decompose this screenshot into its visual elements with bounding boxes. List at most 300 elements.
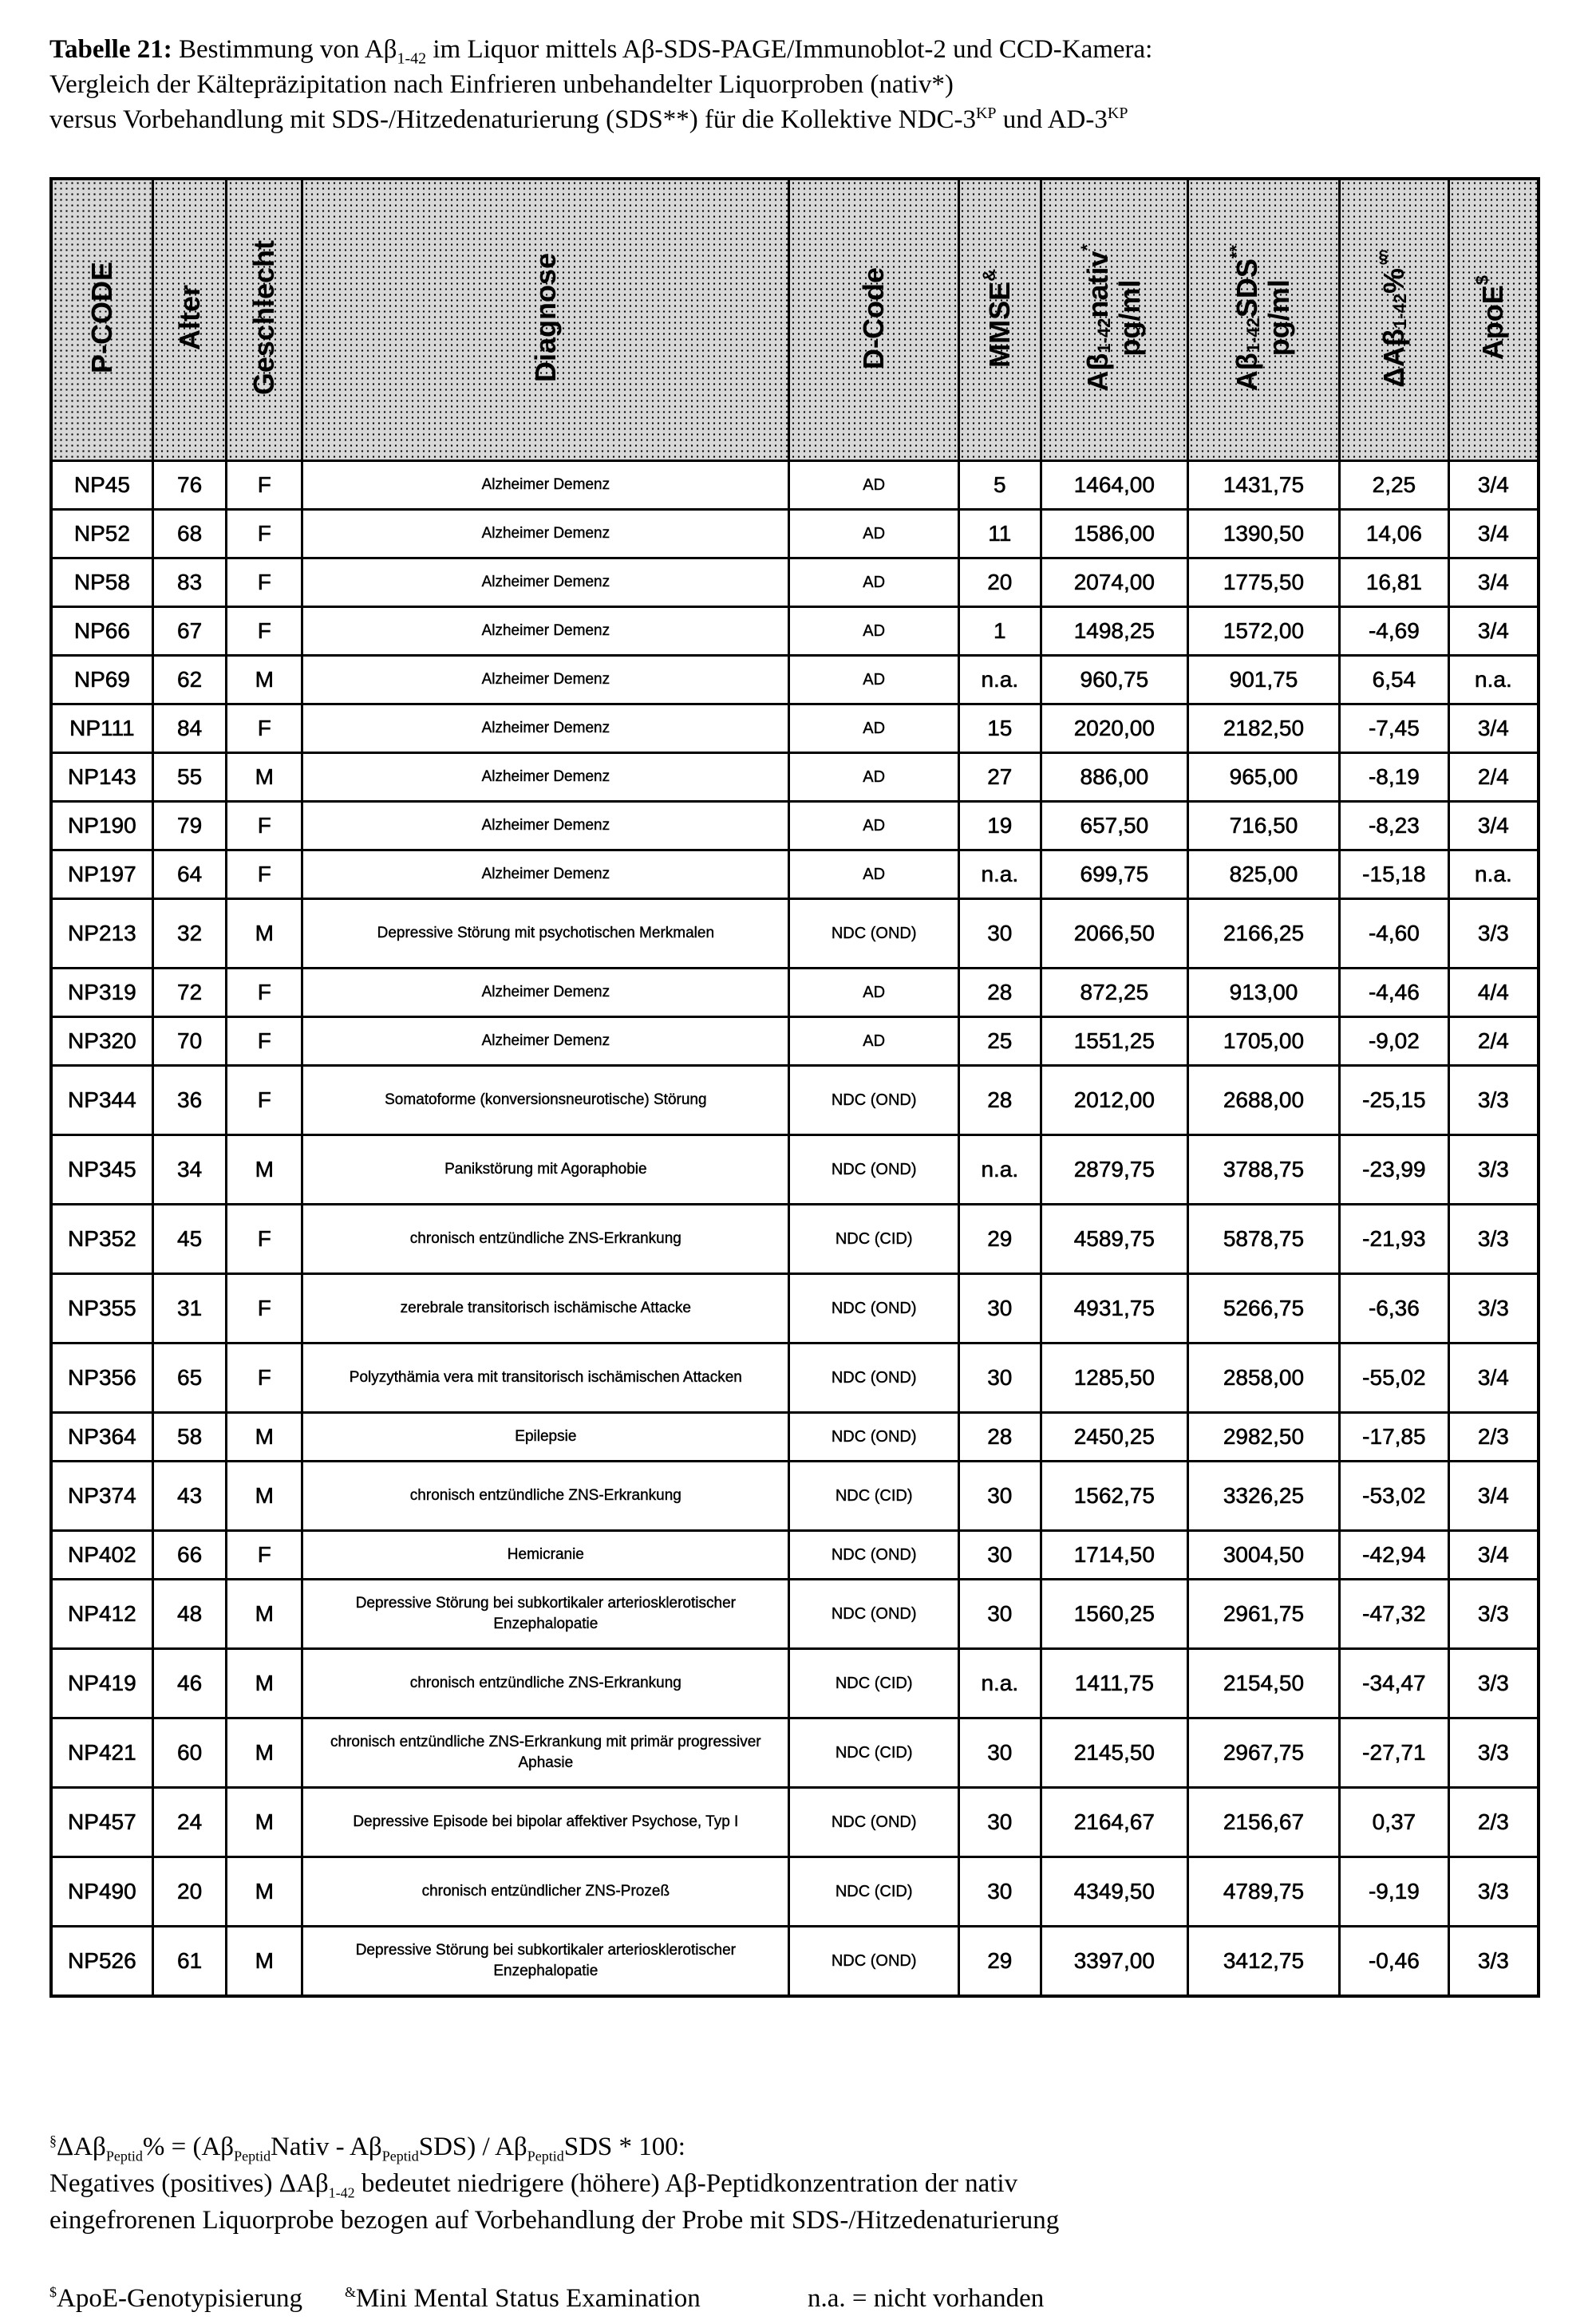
cell-diagnose: Alzheimer Demenz	[302, 802, 789, 850]
footnote-note-line-2: eingefrorenen Liquorprobe bezogen auf Vorbehandlung der Probe mit SDS-/Hitzedenaturierung	[49, 2206, 1060, 2235]
caption-line-3: versus Vorbehandlung mit SDS-/Hitzedenaturierung (SDS**) für die Kollektive NDC-$3^{KP}$ und $AD-3^{KP}$	[49, 105, 1128, 134]
cell-pcode: NP213	[51, 899, 152, 969]
cell-geschlecht: F	[227, 969, 302, 1017]
cell-geschlecht: F	[227, 850, 302, 899]
cell-alter: 68	[152, 510, 227, 558]
cell-alter: 64	[152, 850, 227, 899]
cell-geschlecht: F	[227, 704, 302, 753]
table-row	[51, 969, 1539, 1017]
cell-sds: 1431,75	[1187, 461, 1339, 510]
cell-nativ: 2145,50	[1041, 1718, 1187, 1788]
cell-sds: 3326,25	[1187, 1462, 1339, 1531]
cell-alter: 32	[152, 899, 227, 969]
cell-dcode: AD	[789, 969, 958, 1017]
cell-mmse: 20	[958, 558, 1041, 607]
cell-nativ: 2879,75	[1041, 1135, 1187, 1205]
cell-pcode: NP412	[51, 1580, 152, 1649]
cell-diagnose: Alzheimer Demenz	[302, 558, 789, 607]
cell-diagnose: Alzheimer Demenz	[302, 510, 789, 558]
table-caption	[49, 32, 1550, 137]
cell-pcode: NP45	[51, 461, 152, 510]
cell-delta: -25,15	[1339, 1066, 1448, 1135]
cell-delta: -9,02	[1339, 1017, 1448, 1066]
cell-sds: 2166,25	[1187, 899, 1339, 969]
cell-dcode: AD	[789, 510, 958, 558]
cell-pcode: NP52	[51, 510, 152, 558]
cell-mmse: 30	[958, 1531, 1041, 1580]
cell-delta: -4,46	[1339, 969, 1448, 1017]
cell-apoe: 3/3	[1448, 1649, 1539, 1718]
cell-pcode: NP111	[51, 704, 152, 753]
cell-alter: 36	[152, 1066, 227, 1135]
cell-delta: -21,93	[1339, 1205, 1448, 1274]
cell-diagnose: Alzheimer Demenz	[302, 850, 789, 899]
col-header-mmse: MMSE&	[958, 179, 1041, 461]
cell-sds: 5266,75	[1187, 1274, 1339, 1344]
cell-mmse: 1	[958, 607, 1041, 656]
cell-mmse: n.a.	[958, 1135, 1041, 1205]
cell-delta: -9,19	[1339, 1857, 1448, 1927]
cell-sds: 2961,75	[1187, 1580, 1339, 1649]
table-row	[51, 1205, 1539, 1274]
cell-diagnose: zerebrale transitorisch ischämische Attacke	[302, 1274, 789, 1344]
table-row	[51, 1066, 1539, 1135]
cell-alter: 58	[152, 1413, 227, 1462]
cell-diagnose: Alzheimer Demenz	[302, 704, 789, 753]
cell-sds: 3788,75	[1187, 1135, 1339, 1205]
cell-apoe: 2/4	[1448, 753, 1539, 802]
cell-mmse: 28	[958, 1413, 1041, 1462]
cell-alter: 62	[152, 656, 227, 704]
cell-sds: 1572,00	[1187, 607, 1339, 656]
cell-apoe: n.a.	[1448, 850, 1539, 899]
cell-apoe: 3/4	[1448, 704, 1539, 753]
cell-dcode: AD	[789, 753, 958, 802]
cell-nativ: 699,75	[1041, 850, 1187, 899]
table-body	[51, 461, 1539, 1997]
cell-mmse: 30	[958, 1718, 1041, 1788]
col-header-sds: $A\beta_{1-42}SDS^{**}$ pg/ml	[1187, 179, 1339, 461]
cell-alter: 43	[152, 1462, 227, 1531]
table-row	[51, 461, 1539, 510]
cell-nativ: 657,50	[1041, 802, 1187, 850]
cell-nativ: 872,25	[1041, 969, 1187, 1017]
cell-apoe: 3/4	[1448, 1531, 1539, 1580]
cell-nativ: 1285,50	[1041, 1344, 1187, 1413]
cell-alter: 76	[152, 461, 227, 510]
table-row	[51, 558, 1539, 607]
cell-mmse: 5	[958, 461, 1041, 510]
cell-geschlecht: F	[227, 1205, 302, 1274]
cell-mmse: 30	[958, 1344, 1041, 1413]
cell-delta: -7,45	[1339, 704, 1448, 753]
cell-diagnose: Alzheimer Demenz	[302, 1017, 789, 1066]
cell-diagnose: Alzheimer Demenz	[302, 656, 789, 704]
cell-geschlecht: M	[227, 899, 302, 969]
cell-apoe: 3/3	[1448, 1580, 1539, 1649]
cell-nativ: 1714,50	[1041, 1531, 1187, 1580]
col-header-delta: ΔAβ$_{1-42}$%§	[1339, 179, 1448, 461]
cell-apoe: 3/3	[1448, 1274, 1539, 1344]
cell-mmse: n.a.	[958, 1649, 1041, 1718]
table-row	[51, 1462, 1539, 1531]
col-header-nativ: $A\beta_{1-42}nativ^*$ pg/ml	[1041, 179, 1187, 461]
cell-mmse: 15	[958, 704, 1041, 753]
cell-nativ: 1498,25	[1041, 607, 1187, 656]
cell-diagnose: Alzheimer Demenz	[302, 461, 789, 510]
cell-pcode: NP490	[51, 1857, 152, 1927]
cell-pcode: NP69	[51, 656, 152, 704]
cell-dcode: AD	[789, 461, 958, 510]
cell-nativ: 1464,00	[1041, 461, 1187, 510]
cell-dcode: NDC (CID)	[789, 1718, 958, 1788]
cell-delta: -6,36	[1339, 1274, 1448, 1344]
cell-apoe: 3/3	[1448, 1718, 1539, 1788]
cell-apoe: 3/4	[1448, 607, 1539, 656]
cell-dcode: NDC (CID)	[789, 1205, 958, 1274]
table-row	[51, 510, 1539, 558]
cell-sds: 3004,50	[1187, 1531, 1339, 1580]
cell-alter: 48	[152, 1580, 227, 1649]
cell-nativ: 1411,75	[1041, 1649, 1187, 1718]
cell-sds: 825,00	[1187, 850, 1339, 899]
cell-pcode: NP319	[51, 969, 152, 1017]
cell-alter: 45	[152, 1205, 227, 1274]
cell-pcode: NP402	[51, 1531, 152, 1580]
cell-delta: -0,46	[1339, 1927, 1448, 1997]
cell-nativ: 886,00	[1041, 753, 1187, 802]
cell-diagnose: chronisch entzündlicher ZNS-Prozeß	[302, 1857, 789, 1927]
col-header-alter: Alter	[152, 179, 227, 461]
cell-dcode: AD	[789, 558, 958, 607]
cell-delta: -15,18	[1339, 850, 1448, 899]
table-row	[51, 753, 1539, 802]
cell-alter: 67	[152, 607, 227, 656]
col-header-diagnose: Diagnose	[302, 179, 789, 461]
col-header-pcode: P-CODE	[51, 179, 152, 461]
col-header-dcode: D-Code	[789, 179, 958, 461]
cell-apoe: 3/3	[1448, 1135, 1539, 1205]
cell-diagnose: Depressive Störung bei subkortikaler arteriosklerotischer Enzephalopatie	[302, 1927, 789, 1997]
table-row	[51, 1857, 1539, 1927]
cell-geschlecht: F	[227, 558, 302, 607]
cell-apoe: 3/4	[1448, 558, 1539, 607]
cell-alter: 70	[152, 1017, 227, 1066]
cell-sds: 2858,00	[1187, 1344, 1339, 1413]
cell-sds: 5878,75	[1187, 1205, 1339, 1274]
cell-nativ: 960,75	[1041, 656, 1187, 704]
cell-mmse: 30	[958, 1857, 1041, 1927]
cell-alter: 34	[152, 1135, 227, 1205]
cell-nativ: 2012,00	[1041, 1066, 1187, 1135]
cell-mmse: 28	[958, 969, 1041, 1017]
table-row	[51, 704, 1539, 753]
col-header-apoe: ApoE$	[1448, 179, 1539, 461]
cell-sds: 3412,75	[1187, 1927, 1339, 1997]
cell-apoe: 3/4	[1448, 510, 1539, 558]
cell-sds: 965,00	[1187, 753, 1339, 802]
cell-sds: 913,00	[1187, 969, 1339, 1017]
cell-dcode: AD	[789, 607, 958, 656]
table-row	[51, 1344, 1539, 1413]
cell-pcode: NP526	[51, 1927, 152, 1997]
cell-pcode: NP419	[51, 1649, 152, 1718]
cell-nativ: 1586,00	[1041, 510, 1187, 558]
footnote-formula: $^\S\Delta A\beta_{Peptid}\% = (A\beta_{Peptid}Nativ - A\beta_{Peptid}SDS) / A\beta_{Peptid}SDS * 100$:	[49, 2133, 685, 2164]
cell-sds: 1775,50	[1187, 558, 1339, 607]
cell-geschlecht: M	[227, 1788, 302, 1857]
cell-nativ: 3397,00	[1041, 1927, 1187, 1997]
table-row	[51, 1274, 1539, 1344]
col-header-geschlecht: Geschlecht	[227, 179, 302, 461]
table-row	[51, 1649, 1539, 1718]
header-row	[51, 179, 1539, 461]
cell-dcode: NDC (CID)	[789, 1462, 958, 1531]
cell-mmse: 25	[958, 1017, 1041, 1066]
cell-pcode: NP355	[51, 1274, 152, 1344]
cell-diagnose: chronisch entzündliche ZNS-Erkrankung mit primär progressiver Aphasie	[302, 1718, 789, 1788]
cell-diagnose: chronisch entzündliche ZNS-Erkrankung	[302, 1649, 789, 1718]
table-row	[51, 1927, 1539, 1997]
cell-mmse: 29	[958, 1205, 1041, 1274]
cell-diagnose: Polyzythämia vera mit transitorisch ischämischen Attacken	[302, 1344, 789, 1413]
cell-geschlecht: F	[227, 1066, 302, 1135]
cell-diagnose: Depressive Episode bei bipolar affektiver Psychose, Typ I	[302, 1788, 789, 1857]
cell-pcode: NP457	[51, 1788, 152, 1857]
cell-mmse: 28	[958, 1066, 1041, 1135]
cell-sds: 1705,00	[1187, 1017, 1339, 1066]
cell-delta: -27,71	[1339, 1718, 1448, 1788]
cell-alter: 20	[152, 1857, 227, 1927]
cell-dcode: AD	[789, 850, 958, 899]
cell-alter: 61	[152, 1927, 227, 1997]
cell-sds: 1390,50	[1187, 510, 1339, 558]
cell-pcode: NP356	[51, 1344, 152, 1413]
caption-line-1: Tabelle 21: Bestimmung von $A\beta_{1-42}$ im Liquor mittels Aβ-SDS-PAGE/Immunoblot-2 und CCD-Kamera:	[49, 35, 1153, 68]
cell-geschlecht: F	[227, 1274, 302, 1344]
cell-pcode: NP421	[51, 1718, 152, 1788]
cell-apoe: 3/4	[1448, 1462, 1539, 1531]
cell-geschlecht: F	[227, 461, 302, 510]
cell-pcode: NP364	[51, 1413, 152, 1462]
footnote-apoe: $ApoE-Genotypisierung	[49, 2284, 302, 2313]
cell-geschlecht: M	[227, 753, 302, 802]
cell-alter: 65	[152, 1344, 227, 1413]
cell-mmse: n.a.	[958, 850, 1041, 899]
cell-diagnose: Alzheimer Demenz	[302, 607, 789, 656]
cell-diagnose: Depressive Störung mit psychotischen Merkmalen	[302, 899, 789, 969]
cell-geschlecht: M	[227, 1718, 302, 1788]
cell-geschlecht: M	[227, 1857, 302, 1927]
cell-pcode: NP320	[51, 1017, 152, 1066]
footnote-legend	[49, 2280, 1550, 2317]
cell-geschlecht: F	[227, 607, 302, 656]
cell-pcode: NP374	[51, 1462, 152, 1531]
cell-mmse: 30	[958, 899, 1041, 969]
cell-alter: 46	[152, 1649, 227, 1718]
cell-diagnose: chronisch entzündliche ZNS-Erkrankung	[302, 1462, 789, 1531]
cell-mmse: n.a.	[958, 656, 1041, 704]
cell-nativ: 4931,75	[1041, 1274, 1187, 1344]
cell-dcode: NDC (OND)	[789, 1531, 958, 1580]
cell-apoe: 3/3	[1448, 1927, 1539, 1997]
cell-delta: -8,23	[1339, 802, 1448, 850]
cell-alter: 83	[152, 558, 227, 607]
cell-dcode: NDC (OND)	[789, 1580, 958, 1649]
cell-sds: 901,75	[1187, 656, 1339, 704]
cell-diagnose: Panikstörung mit Agoraphobie	[302, 1135, 789, 1205]
cell-nativ: 1560,25	[1041, 1580, 1187, 1649]
cell-geschlecht: M	[227, 1413, 302, 1462]
cell-alter: 31	[152, 1274, 227, 1344]
cell-nativ: 2450,25	[1041, 1413, 1187, 1462]
cell-dcode: NDC (OND)	[789, 1927, 958, 1997]
cell-alter: 60	[152, 1718, 227, 1788]
cell-apoe: 3/4	[1448, 802, 1539, 850]
cell-dcode: NDC (OND)	[789, 899, 958, 969]
cell-nativ: 2020,00	[1041, 704, 1187, 753]
cell-nativ: 2164,67	[1041, 1788, 1187, 1857]
cell-diagnose: Alzheimer Demenz	[302, 753, 789, 802]
cell-pcode: NP143	[51, 753, 152, 802]
cell-alter: 79	[152, 802, 227, 850]
cell-delta: -4,69	[1339, 607, 1448, 656]
table-row	[51, 1017, 1539, 1066]
cell-nativ: 4349,50	[1041, 1857, 1187, 1927]
cell-apoe: 3/4	[1448, 1344, 1539, 1413]
cell-apoe: 3/3	[1448, 1205, 1539, 1274]
table-row	[51, 850, 1539, 899]
cell-sds: 2982,50	[1187, 1413, 1339, 1462]
cell-dcode: NDC (CID)	[789, 1649, 958, 1718]
cell-apoe: n.a.	[1448, 656, 1539, 704]
cell-apoe: 2/4	[1448, 1017, 1539, 1066]
cell-sds: 716,50	[1187, 802, 1339, 850]
cell-nativ: 2066,50	[1041, 899, 1187, 969]
cell-nativ: 4589,75	[1041, 1205, 1187, 1274]
cell-dcode: AD	[789, 1017, 958, 1066]
caption-line-2: Vergleich der Kältepräzipitation nach Einfrieren unbehandelter Liquorproben (nativ*)	[49, 70, 954, 99]
cell-dcode: AD	[789, 656, 958, 704]
cell-apoe: 3/4	[1448, 461, 1539, 510]
cell-alter: 55	[152, 753, 227, 802]
cell-delta: -17,85	[1339, 1413, 1448, 1462]
cell-nativ: 2074,00	[1041, 558, 1187, 607]
cell-geschlecht: F	[227, 1017, 302, 1066]
footnote-na: n.a. = nicht vorhanden	[808, 2284, 1045, 2313]
cell-diagnose: Depressive Störung bei subkortikaler arteriosklerotischer Enzephalopatie	[302, 1580, 789, 1649]
cell-delta: -55,02	[1339, 1344, 1448, 1413]
cell-geschlecht: F	[227, 510, 302, 558]
cell-delta: -4,60	[1339, 899, 1448, 969]
footnote-note-line-1: Negatives (positives) ΔAβ$_{1-42}$ bedeutet niedrigere (höhere) Aβ-Peptidkonzentration der nativ	[49, 2169, 1018, 2201]
cell-alter: 66	[152, 1531, 227, 1580]
cell-mmse: 19	[958, 802, 1041, 850]
cell-delta: 16,81	[1339, 558, 1448, 607]
footnote-mmse: &Mini Mental Status Examination	[345, 2284, 701, 2313]
cell-apoe: 3/3	[1448, 1857, 1539, 1927]
cell-mmse: 11	[958, 510, 1041, 558]
cell-delta: -34,47	[1339, 1649, 1448, 1718]
cell-delta: 6,54	[1339, 656, 1448, 704]
cell-apoe: 2/3	[1448, 1788, 1539, 1857]
cell-pcode: NP190	[51, 802, 152, 850]
table-row	[51, 899, 1539, 969]
cell-diagnose: Alzheimer Demenz	[302, 969, 789, 1017]
cell-dcode: AD	[789, 802, 958, 850]
cell-geschlecht: F	[227, 1531, 302, 1580]
table-row	[51, 1531, 1539, 1580]
cell-dcode: NDC (OND)	[789, 1066, 958, 1135]
cell-nativ: 1562,75	[1041, 1462, 1187, 1531]
results-table	[49, 177, 1540, 1998]
cell-dcode: AD	[789, 704, 958, 753]
caption-label: Tabelle 21:	[49, 35, 172, 64]
table-row	[51, 607, 1539, 656]
cell-pcode: NP345	[51, 1135, 152, 1205]
table-row	[51, 1580, 1539, 1649]
cell-mmse: 30	[958, 1274, 1041, 1344]
cell-geschlecht: M	[227, 1580, 302, 1649]
table-row	[51, 656, 1539, 704]
table-row	[51, 1135, 1539, 1205]
cell-apoe: 3/3	[1448, 1066, 1539, 1135]
cell-delta: -53,02	[1339, 1462, 1448, 1531]
cell-delta: -8,19	[1339, 753, 1448, 802]
cell-delta: 0,37	[1339, 1788, 1448, 1857]
table-row	[51, 1413, 1539, 1462]
cell-dcode: NDC (OND)	[789, 1135, 958, 1205]
cell-nativ: 1551,25	[1041, 1017, 1187, 1066]
cell-dcode: NDC (OND)	[789, 1788, 958, 1857]
cell-pcode: NP344	[51, 1066, 152, 1135]
table-row	[51, 1718, 1539, 1788]
cell-delta: -42,94	[1339, 1531, 1448, 1580]
table-row	[51, 802, 1539, 850]
cell-mmse: 27	[958, 753, 1041, 802]
cell-geschlecht: M	[227, 1649, 302, 1718]
table-row	[51, 1788, 1539, 1857]
footnotes	[49, 2129, 1550, 2317]
cell-apoe: 4/4	[1448, 969, 1539, 1017]
cell-pcode: NP352	[51, 1205, 152, 1274]
cell-dcode: NDC (OND)	[789, 1274, 958, 1344]
cell-apoe: 2/3	[1448, 1413, 1539, 1462]
cell-geschlecht: M	[227, 1462, 302, 1531]
cell-alter: 84	[152, 704, 227, 753]
cell-dcode: NDC (OND)	[789, 1413, 958, 1462]
cell-diagnose: Epilepsie	[302, 1413, 789, 1462]
cell-geschlecht: F	[227, 802, 302, 850]
cell-pcode: NP58	[51, 558, 152, 607]
cell-geschlecht: M	[227, 656, 302, 704]
cell-geschlecht: M	[227, 1927, 302, 1997]
cell-pcode: NP197	[51, 850, 152, 899]
cell-delta: 2,25	[1339, 461, 1448, 510]
cell-sds: 4789,75	[1187, 1857, 1339, 1927]
cell-sds: 2967,75	[1187, 1718, 1339, 1788]
cell-delta: -47,32	[1339, 1580, 1448, 1649]
cell-sds: 2182,50	[1187, 704, 1339, 753]
cell-diagnose: Hemicranie	[302, 1531, 789, 1580]
cell-sds: 2156,67	[1187, 1788, 1339, 1857]
cell-alter: 24	[152, 1788, 227, 1857]
cell-delta: -23,99	[1339, 1135, 1448, 1205]
cell-sds: 2688,00	[1187, 1066, 1339, 1135]
cell-mmse: 30	[958, 1462, 1041, 1531]
cell-sds: 2154,50	[1187, 1649, 1339, 1718]
cell-alter: 72	[152, 969, 227, 1017]
